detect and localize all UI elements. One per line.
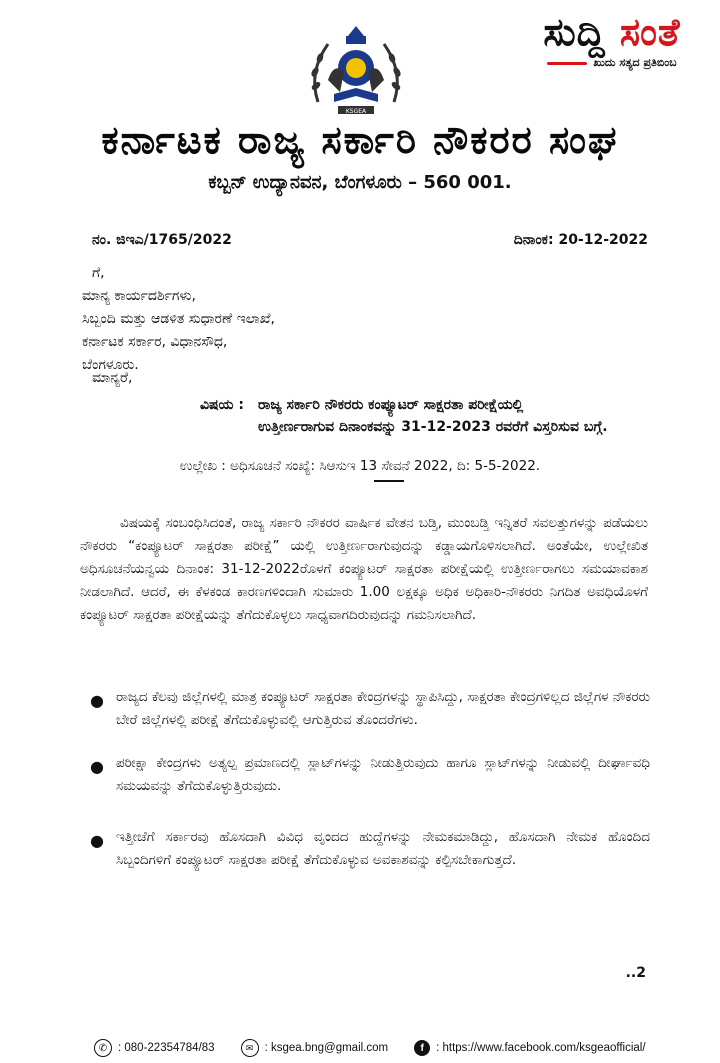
subject-line: ರಾಜ್ಯ ಸರ್ಕಾರಿ ನೌಕರರು ಕಂಪ್ಯೂಟರ್ ಸಾಕ್ಷರತಾ ಪರೀಕ್ಷೆಯಲ್ಲಿ: [258, 397, 524, 413]
phone-text: : 080-22354784/83: [118, 1042, 215, 1054]
recipient-line: ಕರ್ನಾಟಕ ಸರ್ಕಾರ, ವಿಧಾನಸೌಧ,: [82, 334, 228, 350]
bullet-icon: ●: [90, 757, 104, 776]
brand-name-part1: ಸುದ್ದಿ: [543, 10, 606, 54]
reference-number: ನಂ. ಜಿಇಎ/1765/2022: [92, 232, 232, 248]
list-item-text: ರಾಜ್ಯದ ಕೆಲವು ಜಿಲ್ಲೆಗಳಲ್ಲಿ ಮಾತ್ರ ಕಂಪ್ಯೂಟರ್ ಸಾಕ್ಷರತಾ ಕೇಂದ್ರಗಳನ್ನು ಸ್ಥಾಪಿಸಿದ್ದು, ಸಾಕ್ಷರತಾ ಕೇಂದ್ರಗಳಿಲ್ಲದ ಜಿಲ್ಲೆಗಳ ನೌಕರರು ಬೇರೆ ಜಿಲ್ಲೆಗಳಲ್ಲಿ ಪರೀಕ್ಷೆ ತೆಗೆದುಕೊಳ್ಳುವಲ್ಲಿ ಆಗುತ್ತಿರುವ ತೊಂದರೆಗಳು.: [116, 689, 650, 728]
organization-title: ಕರ್ನಾಟಕ ರಾಜ್ಯ ಸರ್ಕಾರಿ ನೌಕರರ ಸಂಘ: [101, 118, 619, 162]
organization-address: ಕಬ್ಬನ್ ಉದ್ಯಾನವನ, ಬೆಂಗಳೂರು – 560 001.: [208, 172, 512, 193]
reference-line: ಉಲ್ಲೇಖ : ಅಧಿಸೂಚನೆ ಸಂಖ್ಯೆ: ಸಿಆಸುಇ 13 ಸೇವನೆ 2022, ದಿ: 5-5-2022.: [179, 458, 541, 474]
recipient-address: [82, 262, 275, 377]
association-emblem-icon: [298, 22, 414, 122]
recipient-line: ಮಾನ್ಯ ಕಾರ್ಯದರ್ಶಿಗಳು,: [82, 288, 196, 304]
footer-email[interactable]: [241, 1039, 389, 1057]
page-continuation-marker: ..2: [625, 965, 646, 981]
to-label: ಗೆ,: [92, 265, 105, 281]
brand-tagline-row: [512, 56, 712, 70]
salutation: ಮಾನ್ಯರೆ,: [92, 370, 133, 386]
subject-line: ಉತ್ತೀರ್ಣರಾಗುವ ದಿನಾಂಕವನ್ನು 31-12-2023 ರವರೆಗೆ ವಿಸ್ತರಿಸುವ ಬಗ್ಗೆ.: [258, 419, 608, 435]
facebook-link[interactable]: : https://www.facebook.com/ksgeaofficial/: [436, 1042, 646, 1054]
list-item: [80, 686, 650, 732]
footer-phone: [94, 1039, 215, 1057]
subject-label: ವಿಷಯ :: [200, 397, 245, 413]
email-icon: ✉: [241, 1039, 259, 1057]
facebook-icon: f: [414, 1040, 430, 1056]
reasons-list: [80, 686, 650, 888]
brand-watermark: [512, 10, 712, 70]
footer-facebook[interactable]: [414, 1040, 645, 1056]
contact-footer: [0, 1033, 720, 1063]
brand-name-part2: ಸಂತೆ: [619, 10, 681, 54]
list-item: [80, 752, 650, 798]
body-text: ವಿಷಯಕ್ಕೆ ಸಂಬಂಧಿಸಿದಂತೆ, ರಾಜ್ಯ ಸರ್ಕಾರಿ ನೌಕರರ ವಾರ್ಷಿಕ ವೇತನ ಬಡ್ತಿ, ಮುಂಬಡ್ತಿ ಇನ್ನಿತರೆ ಸವಲತ್ತುಗಳನ್ನು ಪಡೆಯಲು ನೌಕರರು “ಕಂಪ್ಯೂಟರ್ ಸಾಕ್ಷರತಾ ಪರೀಕ್ಷೆ” ಯಲ್ಲಿ ಉತ್ತೀರ್ಣರಾಗುವುದನ್ನು ಕಡ್ಡಾಯಗೊಳಿಸಲಾಗಿದೆ. ಅಂತೆಯೇ, ಉಲ್ಲೇಖಿತ ಅಧಿಸೂಚನೆಯನ್ವಯ ದಿನಾಂಕ: 31-12-2022ರೊಳಗೆ ಕಂಪ್ಯೂಟರ್ ಸಾಕ್ಷರತಾ ಪರೀಕ್ಷೆಯಲ್ಲಿ ಉತ್ತೀರ್ಣರಾಗಲು ಸಮಯಾವಕಾಶ ನೀಡಲಾಗಿದೆ. ಆದರೆ, ಈ ಕೆಳಕಂಡ ಕಾರಣಗಳಿಂದಾಗಿ ಸುಮಾರು 1.00 ಲಕ್ಷಕ್ಕೂ ಅಧಿಕ ಅಧಿಕಾರಿ-ನೌಕರರು ನಿಗದಿತ ಅವಧಿಯೊಳಗೆ ಕಂಪ್ಯೂಟರ್ ಸಾಕ್ಷರತಾ ಪರೀಕ್ಷೆಯನ್ನು ತೆಗೆದುಕೊಳ್ಳಲು ಸಾಧ್ಯವಾಗದಿರುವುದನ್ನು ಗಮನಿಸಲಾಗಿದೆ.: [80, 515, 648, 623]
brand-logo: [512, 10, 712, 54]
bullet-icon: ●: [90, 831, 104, 850]
list-item-text: ಇತ್ತೀಚೆಗೆ ಸರ್ಕಾರವು ಹೊಸದಾಗಿ ವಿವಿಧ ವೃಂದದ ಹುದ್ದೆಗಳನ್ನು ನೇಮಕಮಾಡಿದ್ದು, ಹೊಸದಾಗಿ ನೇಮಕ ಹೊಂದಿದ ಸಿಬ್ಬಂದಿಗಳಿಗೆ ಕಂಪ್ಯೂಟರ್ ಸಾಕ್ಷರತಾ ಪರೀಕ್ಷೆ ತೆಗೆದುಕೊಳ್ಳುವ ಅವಕಾಶವನ್ನು ಕಲ್ಪಿಸಬೇಕಾಗುತ್ತದೆ.: [116, 829, 650, 868]
bullet-icon: ●: [90, 691, 104, 710]
separator-dash: [374, 480, 404, 482]
brand-tagline: ಖುದು ಸತ್ಯದ ಪ್ರತಿಬಿಂಬ: [593, 56, 677, 69]
recipient-line: ಬೆಂಗಳೂರು.: [82, 357, 139, 373]
letter-date: ದಿನಾಂಕ: 20-12-2022: [513, 232, 648, 248]
list-item: [80, 826, 650, 872]
phone-icon: ✆: [94, 1039, 112, 1057]
brand-accent-line: [547, 62, 587, 65]
list-item-text: ಪರೀಕ್ಷಾ ಕೇಂದ್ರಗಳು ಅತ್ಯಲ್ಪ ಪ್ರಮಾಣದಲ್ಲಿ ಸ್ಲಾಟ್‌ಗಳನ್ನು ನೀಡುತ್ತಿರುವುದು ಹಾಗೂ ಸ್ಲಾಟ್‌ಗಳನ್ನು ನೀಡುವಲ್ಲಿ ದೀರ್ಘಾವಧಿ ಸಮಯವನ್ನು ತೆಗೆದುಕೊಳ್ಳುತ್ತಿರುವುದು.: [116, 755, 650, 794]
body-paragraph: [80, 512, 648, 627]
email-text[interactable]: : ksgea.bng@gmail.com: [264, 1042, 389, 1054]
subject-block: [200, 394, 640, 438]
recipient-line: ಸಿಬ್ಬಂದಿ ಮತ್ತು ಆಡಳಿತ ಸುಧಾರಣೆ ಇಲಾಖೆ,: [82, 311, 275, 327]
svg-text:KSGEA: KSGEA: [345, 108, 367, 115]
